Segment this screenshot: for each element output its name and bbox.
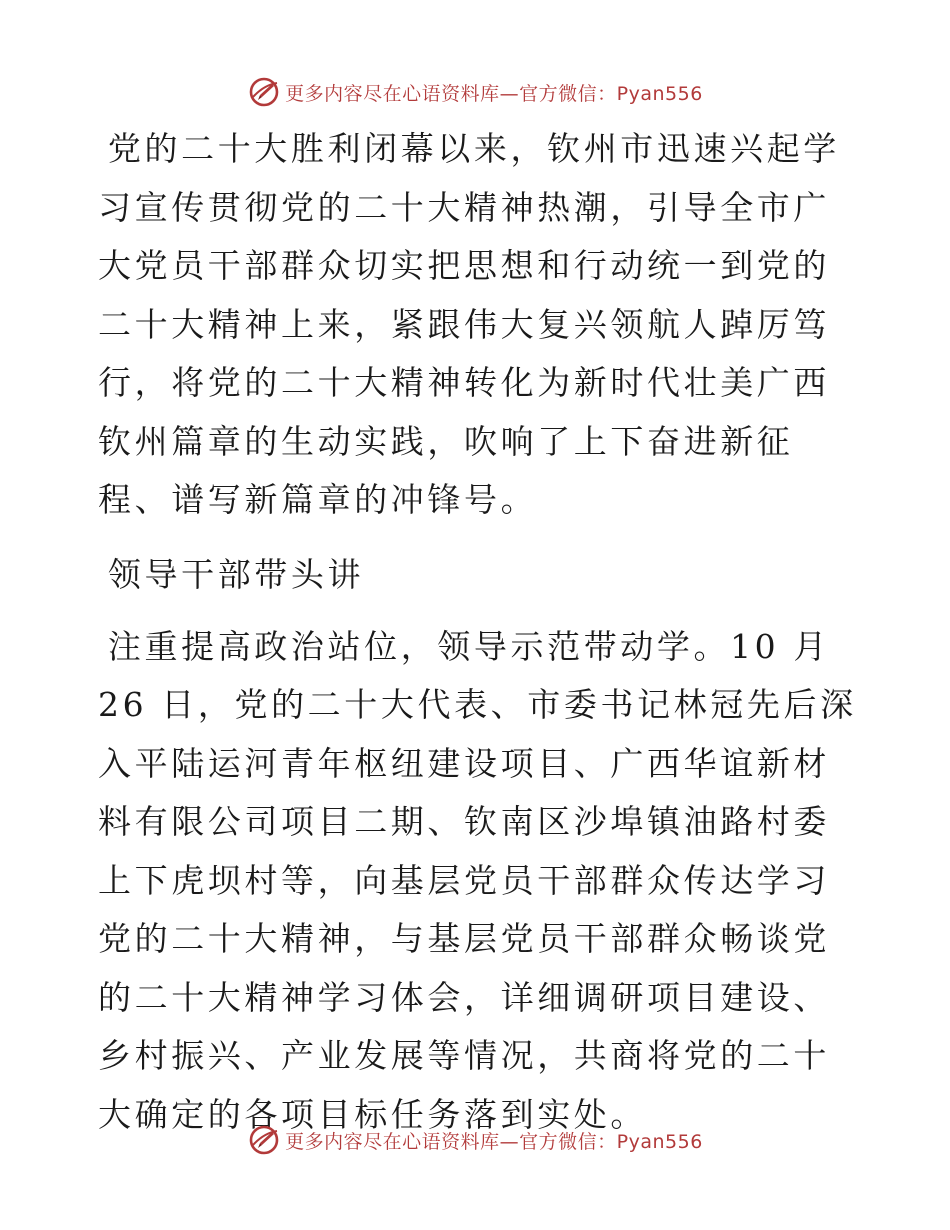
body-paragraph-intro: 党的二十大胜利闭幕以来，钦州市迅速兴起学习宣传贯彻党的二十大精神热潮，引导全市广大党员干部群众切实把思想和行动统一到党的二十大精神上来，紧跟伟大复兴领航人踔厉笃行，将党的二十大精神转化为新时代壮美广西钦州篇章的生动实践，吹响了上下奋进新征程、谱写新篇章的冲锋号。 [98, 129, 840, 519]
header-banner [0, 72, 950, 112]
section-heading: 领导干部带头讲 [107, 554, 365, 594]
pen-circle-logo-icon [247, 75, 281, 109]
footer-banner [0, 1120, 950, 1160]
body-paragraph-leaders: 注重提高政治站位，领导示范带动学。10 月 26 日，党的二十大代表、市委书记林冠先后深入平陆运河青年枢纽建设项目、广西华谊新材料有限公司项目二期、钦南区沙埠镇油路村委上下虎坝村等，向基层党员干部群众传达学习党的二十大精神，与基层党员干部群众畅谈党的二十大精神学习体会，详细调研项目建设、乡村振兴、产业发展等情况，共商将党的二十大确定的各项目标任务落到实处。 [98, 626, 857, 1134]
pen-circle-logo-icon [247, 1123, 281, 1157]
footer-banner-text: 更多内容尽在心语资料库—官方微信：Pyan556 [285, 1130, 703, 1153]
document-body [98, 120, 858, 1144]
header-banner-text: 更多内容尽在心语资料库—官方微信：Pyan556 [285, 82, 703, 105]
